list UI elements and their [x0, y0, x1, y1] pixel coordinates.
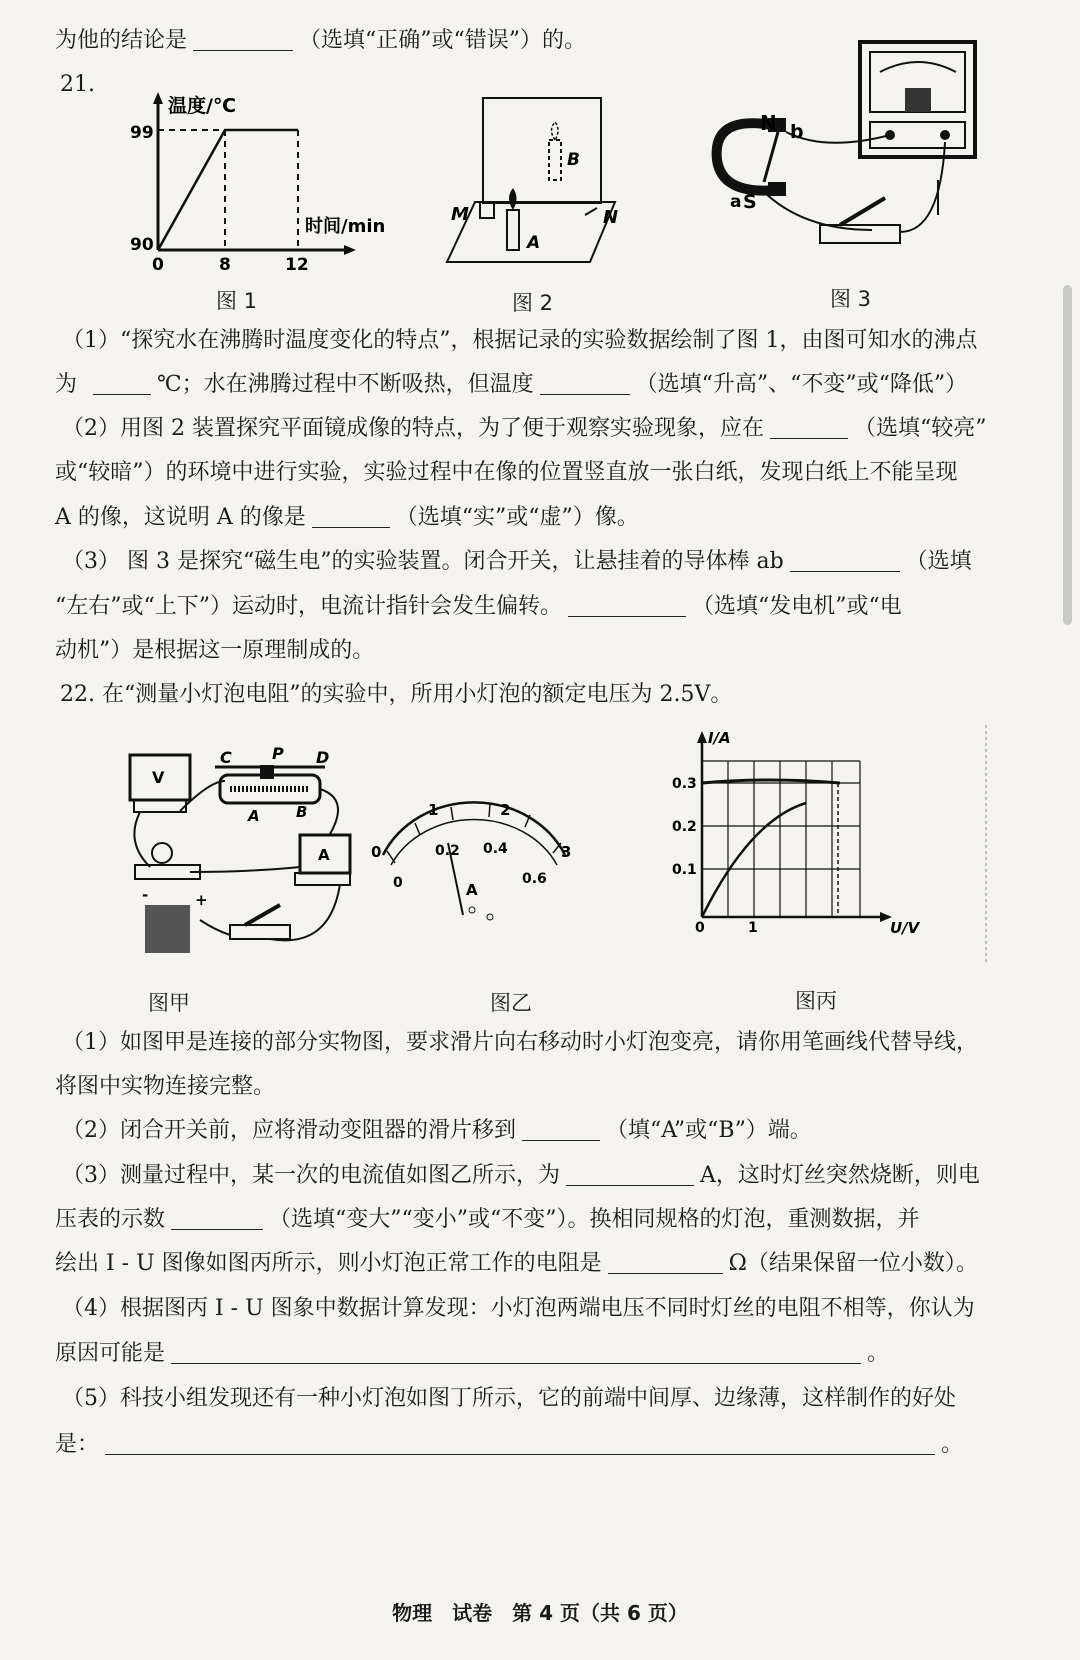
q22-part4-line2: 原因可能是 。 — [55, 1341, 890, 1366]
jia-label: P — [272, 745, 284, 763]
yi-outer-tick: 1 — [428, 801, 439, 819]
answer-blank[interactable] — [522, 1118, 600, 1141]
answer-blank[interactable] — [568, 594, 686, 617]
fig2-label: N — [603, 207, 619, 228]
fig2-label: B — [567, 150, 580, 170]
answer-blank[interactable] — [770, 416, 848, 439]
fig1-x-tick: 8 — [219, 255, 231, 275]
yi-outer-tick: 2 — [500, 801, 511, 819]
answer-blank[interactable] — [608, 1251, 723, 1274]
figure-1-caption: 图 1 — [216, 289, 258, 313]
q22-part3-line2: 压表的示数 （选填“变大”“变小”或“不变”）。换相同规格的灯泡，重测数据，并 — [55, 1207, 920, 1232]
fig1-y-tick: 99 — [130, 123, 154, 143]
answer-blank[interactable] — [171, 1207, 263, 1230]
q21-part2-line2: 或“较暗”）的环境中进行实验，实验过程中在像的位置竖直放一张白纸，发现白纸上不能呈现 — [55, 460, 958, 485]
voltmeter-label: V — [152, 768, 165, 787]
scrollbar[interactable] — [1063, 285, 1072, 625]
q21-part2-line1: （2）用图 2 装置探究平面镜成像的特点，为了便于观察实验现象，应在 （选填“较亮” — [62, 416, 987, 441]
q21-part3-line1: （3） 图 3 是探究“磁生电”的实验装置。闭合开关，让悬挂着的导体棒 ab （选填 — [62, 549, 972, 574]
yi-inner-tick: 0.2 — [435, 843, 460, 859]
bing-x-label: U/V — [890, 919, 920, 937]
bing-y-tick: 0.3 — [672, 776, 697, 792]
answer-blank[interactable] — [312, 505, 390, 528]
q20-conclusion-line: 为他的结论是 （选填“正确”或“错误”）的。 — [55, 28, 587, 53]
fig3-label: N — [760, 111, 777, 135]
yi-outer-tick: 3 — [561, 843, 572, 861]
figure-3-caption: 图 3 — [830, 287, 872, 311]
answer-blank[interactable] — [105, 1432, 935, 1455]
jia-label: D — [316, 748, 330, 767]
q21-part2-line3: A 的像，这说明 A 的像是 （选填“实”或“虚”）像。 — [55, 505, 639, 530]
answer-blank[interactable] — [790, 549, 900, 572]
answer-blank[interactable] — [93, 372, 151, 395]
fig1-y-tick: 90 — [130, 235, 154, 255]
figure-yi-ammeter-dial — [365, 795, 585, 945]
fig2-label: A — [527, 233, 541, 253]
yi-inner-tick: 0.4 — [483, 841, 508, 857]
q22-part4-line1: （4）根据图丙 I - U 图象中数据计算发现：小灯泡两端电压不同时灯丝的电阻不相等，你认为 — [62, 1296, 975, 1321]
figure-jia-caption: 图甲 — [148, 991, 190, 1015]
q22-part2: （2）闭合开关前，应将滑动变阻器的滑片移到 （填“A”或“B”）端。 — [62, 1118, 812, 1143]
answer-blank[interactable] — [171, 1341, 861, 1364]
yi-outer-tick: 0 — [371, 843, 382, 861]
figure-bing-caption: 图丙 — [795, 989, 837, 1013]
page-footer: 物理 试卷 第 4 页（共 6 页） — [392, 1601, 688, 1625]
fig2-label: M — [451, 204, 469, 225]
fig3-label: b — [790, 121, 804, 143]
answer-blank[interactable] — [566, 1163, 694, 1186]
yi-unit: A — [466, 881, 478, 899]
jia-label: C — [220, 748, 232, 767]
q22-intro: 22. 在“测量小灯泡电阻”的实验中，所用小灯泡的额定电压为 2.5V。 — [60, 682, 733, 707]
bing-y-tick: 0.2 — [672, 819, 697, 835]
fig3-label: S — [743, 191, 757, 213]
answer-blank[interactable] — [193, 28, 293, 51]
fig1-x-label: 时间/min — [305, 216, 386, 237]
ammeter-label: A — [318, 846, 330, 864]
q22-part5-line1: （5）科技小组发现还有一种小灯泡如图丁所示，它的前端中间厚、边缘薄，这样制作的好处 — [62, 1386, 957, 1411]
q21-part1-line2: 为 ℃；水在沸腾过程中不断吸热，但温度 （选填“升高”、“不变”或“降低”） — [55, 372, 968, 397]
fig1-x-tick: 0 — [152, 255, 164, 275]
figure-jia-circuit — [120, 745, 355, 960]
fig3-label: a — [730, 192, 742, 212]
figure-1-temperature-graph — [120, 90, 410, 275]
figure-2-plane-mirror — [445, 90, 630, 275]
yi-inner-tick: 0.6 — [522, 871, 547, 887]
q22-part1-line2: 将图中实物连接完整。 — [55, 1074, 276, 1099]
q22-part3-line3: 绘出 I - U 图像如图丙所示，则小灯泡正常工作的电阻是 Ω（结果保留一位小数）。 — [55, 1251, 978, 1276]
answer-blank[interactable] — [540, 372, 630, 395]
bing-x-tick: 0 — [695, 920, 705, 936]
bing-y-tick: 0.1 — [672, 862, 697, 878]
fig1-y-label: 温度/℃ — [168, 95, 236, 117]
figure-2-caption: 图 2 — [512, 291, 554, 315]
figure-3-induction-apparatus — [710, 40, 990, 270]
yi-inner-tick: 0 — [393, 875, 403, 891]
figure-bing-iu-graph — [660, 725, 995, 965]
figure-yi-caption: 图乙 — [490, 991, 532, 1015]
q22-part3-line1: （3）测量过程中，某一次的电流值如图乙所示，为 A，这时灯丝突然烧断，则电 — [62, 1163, 980, 1188]
fig1-x-tick: 12 — [285, 255, 309, 275]
q21-part1-line1: （1）“探究水在沸腾时温度变化的特点”，根据记录的实验数据绘制了图 1，由图可知水的沸点 — [62, 328, 978, 353]
q21-number: 21. — [60, 72, 95, 97]
q22-part1-line1: （1）如图甲是连接的部分实物图，要求滑片向右移动时小灯泡变亮，请你用笔画线代替导线， — [62, 1030, 979, 1055]
battery-minus: - — [142, 886, 149, 904]
q21-part3-line2: “左右”或“上下”）运动时，电流计指针会发生偏转。 （选填“发电机”或“电 — [55, 594, 902, 619]
bing-x-tick: 1 — [748, 920, 758, 936]
q21-part3-line3: 动机”）是根据这一原理制成的。 — [55, 638, 375, 663]
jia-label: A — [248, 807, 260, 825]
q22-part5-line2: 是： 。 — [55, 1432, 964, 1457]
jia-label: B — [296, 803, 308, 821]
bing-y-label: I/A — [708, 729, 731, 747]
battery-plus: + — [195, 891, 208, 909]
